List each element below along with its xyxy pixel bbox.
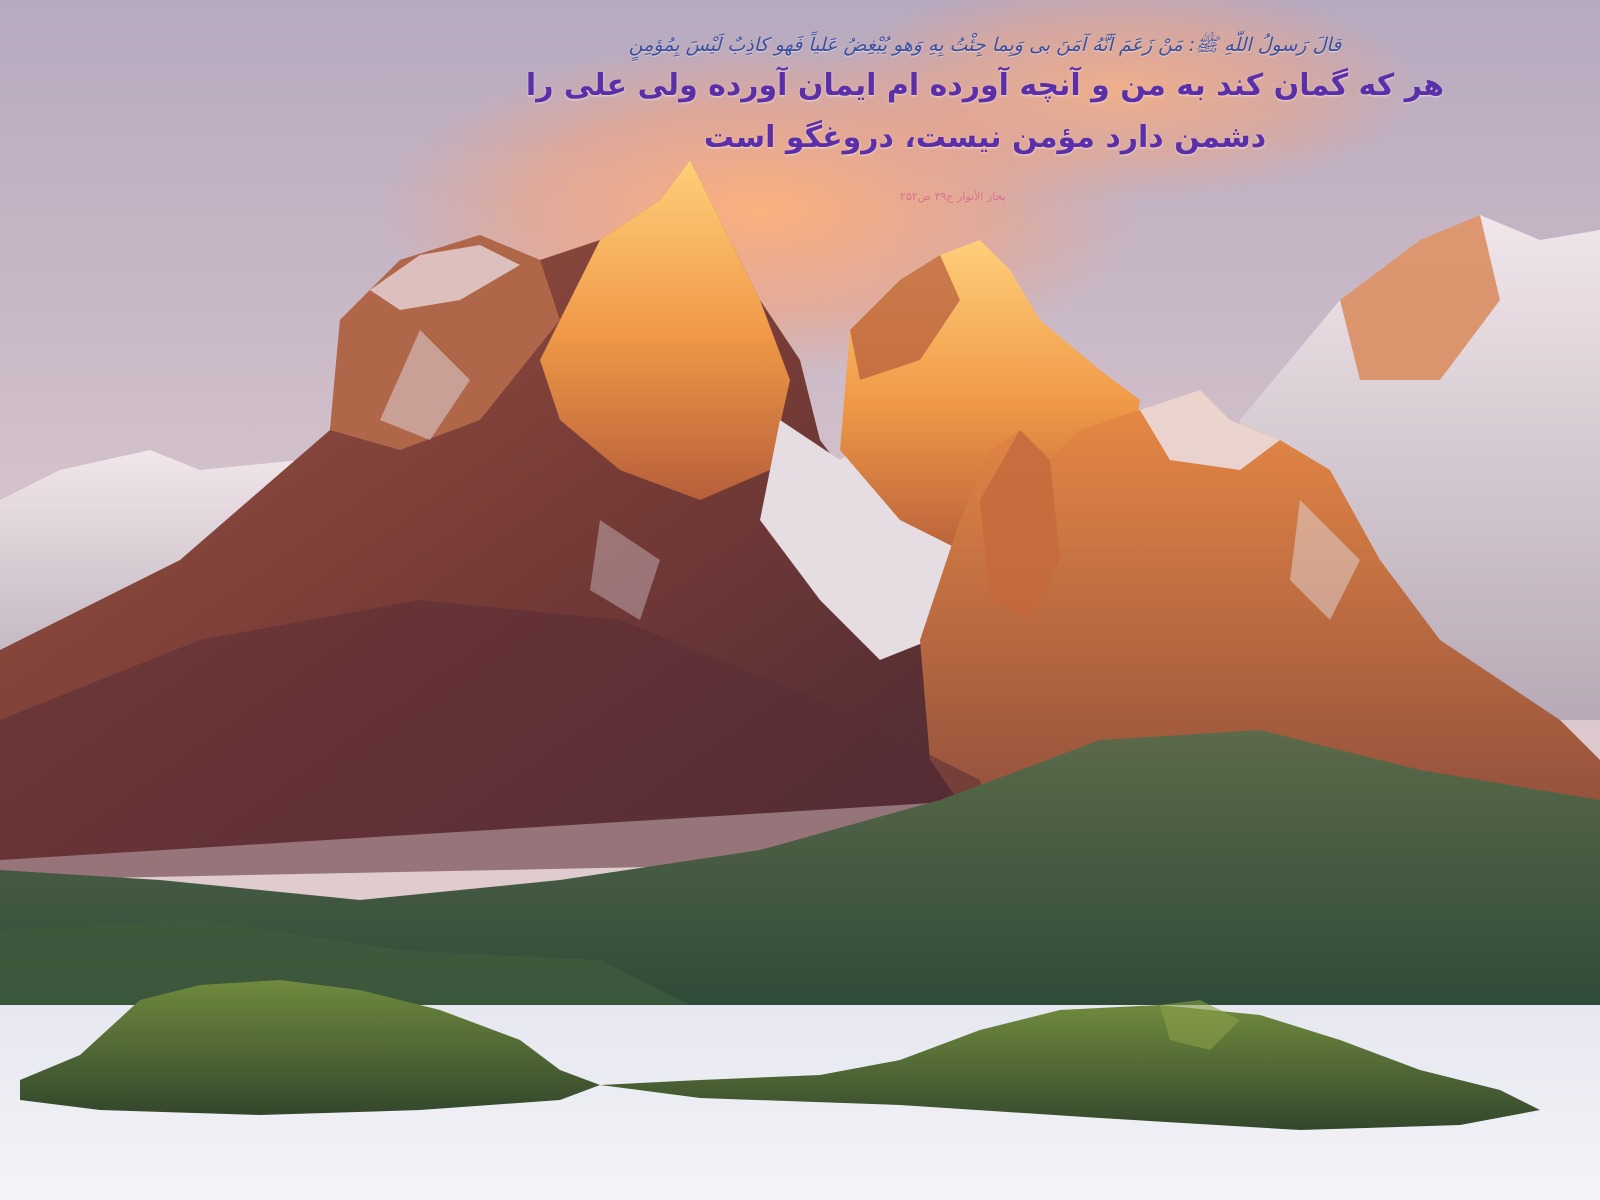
hadith-persian-translation [520, 60, 1450, 164]
persian-line-2: دشمن دارد مؤمن نیست، دروغگو است [703, 120, 1267, 155]
hadith-caption [520, 30, 1450, 164]
persian-line-1: هر که گمان کند به من و آنچه آورده ام ایمان آورده ولی علی را [525, 68, 1445, 103]
hadith-arabic-text: قالَ رَسولُ اللّهِ ﷺ: مَنْ زَعَمَ اَنَّهُ آمَنَ بی وَبِما جِئْتُ بِهِ وَهو يُبْغِضُ عَلياً فَهو كاذِبٌ لَيْسَ بِمُؤمِنٍ [628, 34, 1342, 56]
hadith-source-reference: بحار الأنوار ج۳۹ ص۲۵۲ [900, 190, 1006, 203]
